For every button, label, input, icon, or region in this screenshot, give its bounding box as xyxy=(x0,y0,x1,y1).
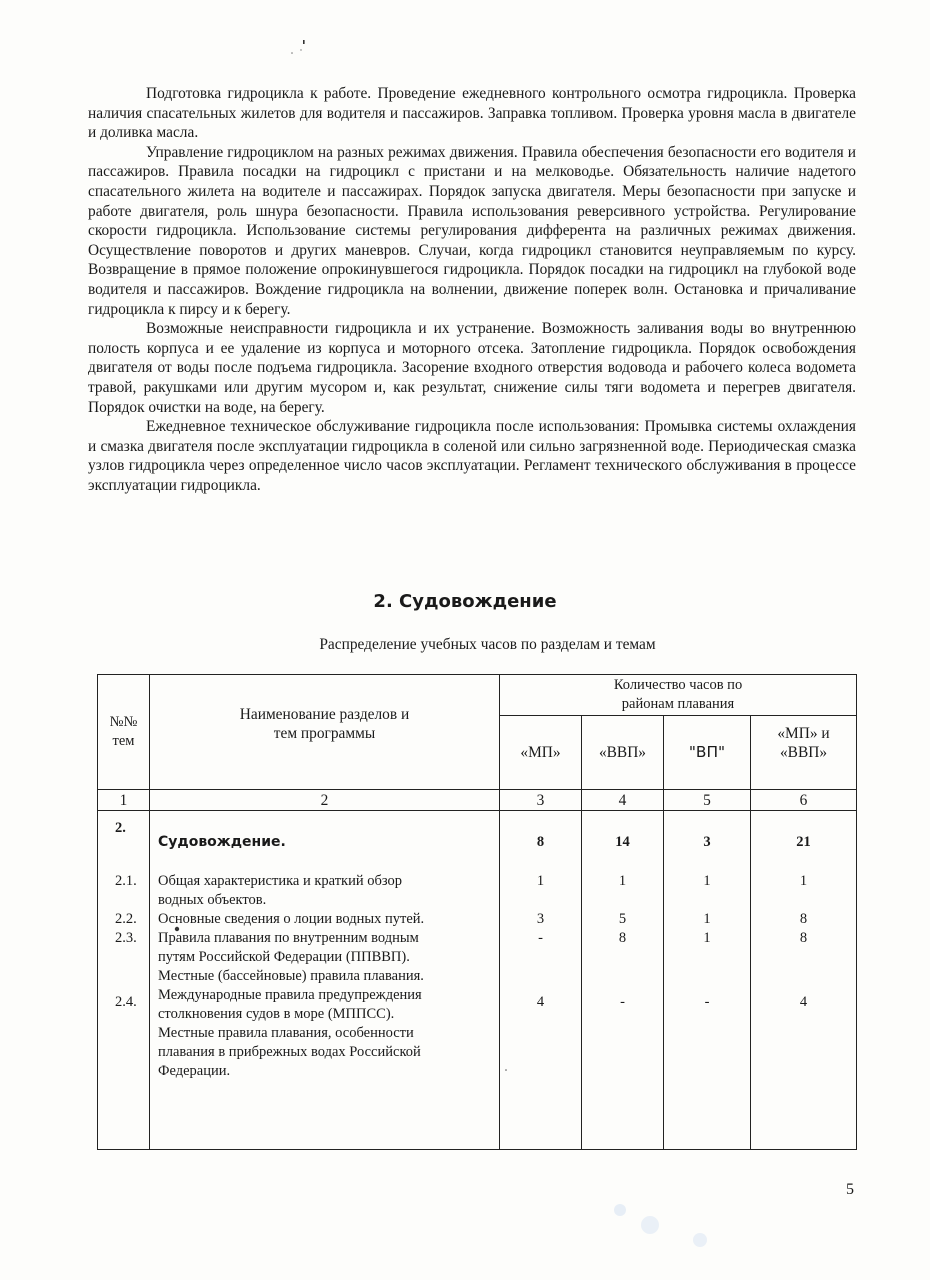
column-number: 2 xyxy=(150,790,500,811)
section-title: 2. Судовождение xyxy=(373,591,557,612)
paragraph: Возможные неисправности гидроцикла и их устранение. Возможность заливания воды во внутреннюю полость корпуса и ее удаление из корпуса и моторного отсека. Затопление гидроцикла. Порядок освобождения двигателя от воды после подъема гидроцикла. Засорение входного отверстия водовода и рабочего колеса водомета травой, ракушками или другим мусором и, как результат, снижение силы тяги водомета и перегрев двигателя. Порядок очистки на воде, на берегу. xyxy=(88,320,856,416)
header-topic-number: №№ тем xyxy=(98,675,150,790)
hours-mp-vvp-cell xyxy=(751,811,857,1150)
header-mp: «МП» xyxy=(500,716,582,790)
topic-hours-vp: 1 xyxy=(703,930,711,946)
column-number-row xyxy=(98,790,857,811)
topic-hours-vvp: 1 xyxy=(618,873,627,889)
topic-hours-mp-vvp: 4 xyxy=(799,994,808,1010)
header-vvp: «ВВП» xyxy=(582,716,664,790)
topic-name-line: Местные (бассейновые) правила плавания. xyxy=(158,968,424,984)
section-hours-mp-vvp: 21 xyxy=(796,834,811,850)
hours-mp-cell xyxy=(500,811,582,1150)
section-number: 2. xyxy=(115,820,126,836)
table-body-row xyxy=(98,811,857,1150)
topic-number: 2.3. xyxy=(115,930,137,946)
topic-name-line: водных объектов. xyxy=(158,892,267,908)
paragraph: Подготовка гидроцикла к работе. Проведение ежедневного контрольного осмотра гидроцикла. Проверка наличия спасательных жилетов для водителя и пассажиров. Заправка топливом. Проверка уровня масла в двигателе и доливка масла. xyxy=(88,85,856,142)
topic-hours-vvp: - xyxy=(620,994,625,1010)
topic-hours-mp-vvp: 8 xyxy=(799,911,808,927)
header-mp-vvp: «МП» и «ВВП» xyxy=(751,716,857,790)
section-name: Судовождение. xyxy=(158,834,286,850)
topic-name-line: Общая характеристика и краткий обзор xyxy=(158,873,403,889)
section-hours-mp: 8 xyxy=(536,834,545,850)
column-number: 1 xyxy=(98,790,150,811)
paragraph: Управление гидроциклом на разных режимах движения. Правила обеспечения безопасности его водителя и пассажиров. Правила посадки на гидроцикл с пристани и на мелководье. Обязательность наличие надетого спасательного жилета на водителе и пассажирах. Порядок запуска двигателя. Меры безопасности при запуске и работе двигателя, роль шнура безопасности. Правила использования реверсивного устройства. Регулирование скорости гидроцикла. Использование системы регулирования дифферента на различных режимах движения. Осуществление поворотов и других маневров. Случаи, когда гидроцикл становится неуправляемым по курсу. Возвращение в прямое положение опрокинувшегося гидроцикла. Порядок посадки на гидроцикл на глубокой воде водителя и пассажиров. Вождение гидроцикла на волнении, движение поперек волн. Остановка и причаливание гидроцикла к пирсу и к берегу. xyxy=(88,143,856,318)
topic-number: 2.2. xyxy=(115,911,137,927)
topic-hours-mp: - xyxy=(538,930,543,946)
body-text xyxy=(88,84,856,495)
topic-hours-vp: 1 xyxy=(703,911,711,927)
topic-name-line: столкновения судов в море (МППСС). xyxy=(158,1006,395,1022)
topic-hours-mp: 4 xyxy=(536,994,545,1010)
topic-hours-mp: 3 xyxy=(536,911,545,927)
topic-hours-mp: 1 xyxy=(536,873,545,889)
section-hours-vvp: 14 xyxy=(615,834,630,850)
topic-hours-vvp: 8 xyxy=(618,930,627,946)
topic-number-cell xyxy=(98,811,150,1150)
topic-name-line: Основные сведения о лоции водных путей. xyxy=(158,911,425,927)
header-topic-name: Наименование разделов и тем программы xyxy=(150,675,500,790)
paragraph: Ежедневное техническое обслуживание гидроцикла после использования: Промывка системы охлаждения и смазка двигателя после эксплуатации гидроцикла в соленой или сильно загрязненной воде. Периодическая смазка узлов гидроцикла через определенное число часов эксплуатации. Регламент технического обслуживания в процессе эксплуатации гидроцикла. xyxy=(88,418,856,494)
table-caption: Распределение учебных часов по разделам и темам xyxy=(319,636,656,653)
topic-hours-vp: - xyxy=(704,994,710,1010)
column-number: 6 xyxy=(751,790,857,811)
header-hours-by-area: Количество часов по районам плавания xyxy=(500,675,857,716)
table-header-row xyxy=(98,675,857,716)
topic-name-line: Местные правила плавания, особенности xyxy=(158,1025,414,1041)
hours-vvp-cell xyxy=(582,811,664,1150)
topic-name-line: плавания в прибрежных водах Российской xyxy=(158,1044,421,1060)
topic-name-line: Федерации. xyxy=(158,1063,231,1079)
topic-number: 2.4. xyxy=(115,994,137,1010)
column-number: 5 xyxy=(664,790,751,811)
topic-hours-mp-vvp: 8 xyxy=(799,930,808,946)
section-hours-vp: 3 xyxy=(703,834,711,850)
topic-hours-vp: 1 xyxy=(703,873,711,889)
page-number: 5 xyxy=(846,1181,854,1198)
hours-vp-cell xyxy=(664,811,751,1150)
topic-name-cell xyxy=(150,811,500,1150)
topic-name-line: Международные правила предупреждения xyxy=(158,987,422,1003)
column-number: 4 xyxy=(582,790,664,811)
header-vp: "ВП" xyxy=(664,716,751,790)
column-number: 3 xyxy=(500,790,582,811)
topic-hours-mp-vvp: 1 xyxy=(799,873,808,889)
topic-name-line: Правила плавания по внутренним водным xyxy=(158,930,419,946)
hours-table xyxy=(97,674,857,1150)
topic-number: 2.1. xyxy=(115,873,137,889)
topic-hours-vvp: 5 xyxy=(618,911,627,927)
topic-name-line: путям Российской Федерации (ППВВП). xyxy=(158,949,410,965)
